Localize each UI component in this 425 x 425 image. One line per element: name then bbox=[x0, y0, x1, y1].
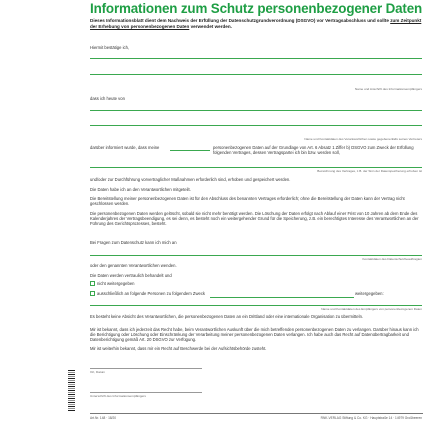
label-place-date: Ort, Datum bbox=[90, 370, 106, 374]
third-country-text: Es besteht keine Absicht des Verantwortlichen, die personenbezogenen Daten an ein Drittland oder eine internationale Organisation zu übermitteln. bbox=[90, 314, 364, 319]
barcode bbox=[68, 370, 75, 412]
paragraph-data-provided: Die Daten habe ich an den Verantwortlichen mitgeteilt. bbox=[90, 187, 191, 192]
data-kind-line[interactable] bbox=[170, 150, 210, 151]
paragraph-deletion: Die personenbezogenen Daten werden gelöscht, sobald sie nicht mehr benötigt werden. Die Löschung der Daten erfolgt nach Ablauf einer Frist von 10 Jahren ab dem Ende des Kalenderjahres der Vertragsbeendigung, es sei denn, es besteht noch ein weitergehender Grund für die Speicherung, z.B. ein berechtigtes Interesse des Verantwortlichen an der Führung des Gerichtsprozesses, besteht. bbox=[90, 211, 419, 227]
label-dpo: Kontaktdaten des Datenschutzbeauftragten bbox=[362, 257, 422, 261]
confidential-text: Die Daten werden vertraulich behandelt und bbox=[90, 273, 172, 278]
recipient-line-1[interactable] bbox=[90, 58, 422, 59]
checkbox-not-shared[interactable] bbox=[90, 281, 95, 286]
label-contract: Bezeichnung des Vertrages, z.B. der Sinn der Datenspeicherung erhoben ist bbox=[317, 169, 422, 173]
footer-divider bbox=[90, 413, 423, 414]
recipient-line-2[interactable] bbox=[90, 74, 422, 75]
contract-line[interactable] bbox=[90, 167, 422, 168]
place-date-line[interactable] bbox=[90, 368, 202, 369]
dass-heute-text: dass ich heute von bbox=[90, 96, 125, 101]
controller-line-2[interactable] bbox=[90, 125, 422, 126]
shared-purpose-line[interactable] bbox=[210, 297, 354, 298]
footer-article-number: Art.Nr. 148 · 18/20 bbox=[90, 416, 117, 420]
legal-basis-text: personenbezogenen Daten auf der Grundlage von Art. 6 Absatz 1 Ziffer b) DSGVO zum Zweck der Erfüllung folgenden Vertrages, dessen Vertragspartei ich bin bzw. werden soll, bbox=[213, 145, 414, 156]
checkbox-shared[interactable] bbox=[90, 291, 95, 296]
complaint-text: Mir ist weiterhin bekannt, dass mir ein Recht auf Beschwerde bei der Aufsichtsbehörde zusteht. bbox=[90, 346, 267, 351]
label-signature: Unterschrift des Informationsempfängers bbox=[90, 394, 146, 398]
or-controller-text: oder den genannten Verantwortlichen wenden. bbox=[90, 263, 177, 268]
rights-text: Mir ist bekannt, dass ich jederzeit das Recht habe, beim Verantwortlichen Auskunft über die mich betreffenden personenbezogenen Daten zu verlangen. Darüber hinaus kann ich die Berichtigung oder Löschung oder Einschränkung der Verarbeitung meiner personenbezogenen Daten verlangen. Ich habe auch das Recht auf Datenübertragbarkeit und Datenberichtigung gemäß Art. 20 DSGVO zur Verfügung. bbox=[90, 327, 419, 343]
label-controller: Name und Kontaktdaten des Verantwortlichen sowie gegebenenfalls seines Vertreters bbox=[304, 137, 422, 141]
controller-line-1[interactable] bbox=[90, 110, 422, 111]
option-shared: ausschließlich an folgende Personen zu folgendem Zweck bbox=[97, 291, 206, 296]
option-shared-tail: weitergegeben: bbox=[355, 291, 384, 296]
measures-text: und/oder zur Durchführung vorvertraglicher Maßnahmen erforderlich sind, erhoben und gespeichert werden. bbox=[90, 177, 291, 182]
intro-paragraph: Dieses Informationsblatt dient dem Nachweis der Erfüllung der Datenschutzgrundverordnung (DSGVO) vor Vertragsabschluss und sollte zum Zeitpunkt der Erhebung von personenbezogenen Daten verwendet werden. bbox=[90, 18, 422, 29]
questions-text: Bei Fragen zum Datenschutz kann ich mich an bbox=[90, 240, 177, 245]
recipient-details-line[interactable] bbox=[90, 305, 422, 306]
document-title: Informationen zum Schutz personenbezogener Daten bbox=[90, 1, 423, 16]
label-recipient-details: Name und Kontaktdaten des Empfängers von personenbezogenen Daten bbox=[321, 307, 422, 311]
darueber-text: darüber informiert wurde, dass meine bbox=[90, 145, 160, 150]
dpo-line[interactable] bbox=[90, 255, 422, 256]
option-not-shared: nicht weitergegeben bbox=[97, 281, 135, 286]
signature-line[interactable] bbox=[90, 392, 202, 393]
paragraph-data-required: Die Bereitstellung meiner personenbezogenen Daten ist für den Abschluss des benannten Vertrages erforderlich; ohne die Bereitstellung der Daten kann der Vertrag nicht geschlossen werden. bbox=[90, 196, 405, 207]
footer-publisher: RNK-VERLAG Stiftung & Co. KG · Hauptstraße 14 · 14979 Großbeeren bbox=[320, 416, 422, 420]
hiermit-text: Hiermit bestätige ich, bbox=[90, 45, 130, 50]
label-recipient-name: Name und Anschrift des Informationsempfängers bbox=[354, 87, 422, 91]
